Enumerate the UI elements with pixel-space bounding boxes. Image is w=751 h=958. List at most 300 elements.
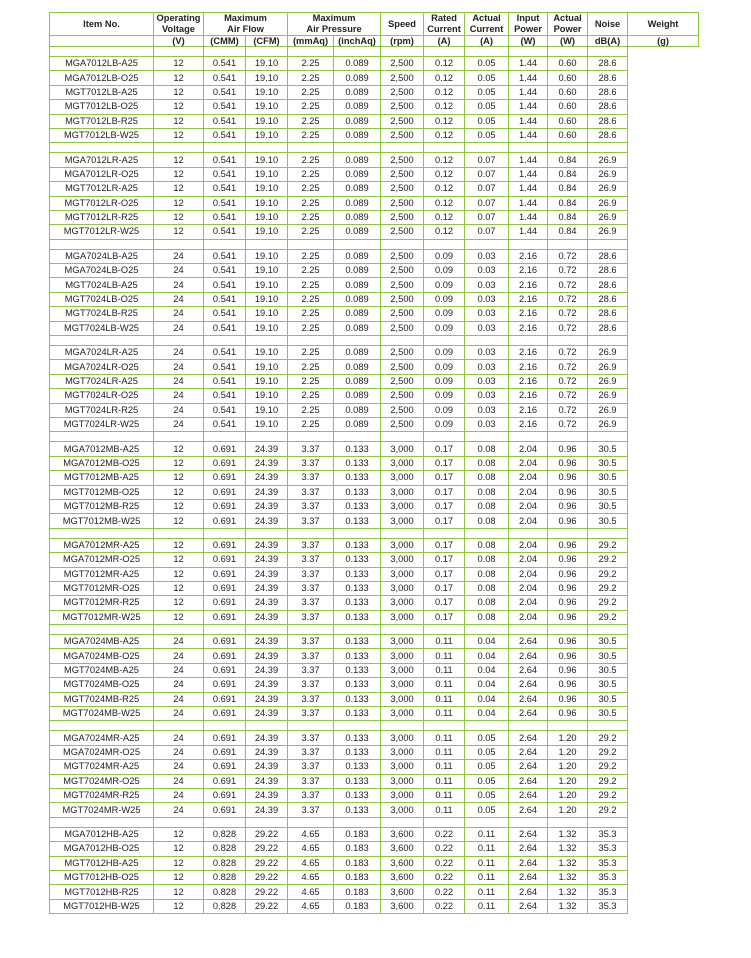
table-row bbox=[50, 196, 699, 210]
model-number-cell: MGT7024MB-A25 bbox=[50, 663, 154, 677]
spec-value-cell: 0.09 bbox=[424, 417, 465, 431]
model-number-cell: MGT7012LB-W25 bbox=[50, 128, 154, 142]
spec-value-cell: 3.37 bbox=[288, 707, 334, 721]
model-number-cell: MGT7012MB-O25 bbox=[50, 485, 154, 499]
spec-value-cell: 0.08 bbox=[465, 538, 509, 552]
spec-value-cell: 0.11 bbox=[424, 774, 465, 788]
spec-value-cell: 0.09 bbox=[424, 278, 465, 292]
spec-value-cell: 0.84 bbox=[548, 225, 588, 239]
spec-value-cell: 0.089 bbox=[334, 360, 381, 374]
spec-value-cell: 0.08 bbox=[465, 514, 509, 528]
header-max-air-flow: Maximum Air Flow bbox=[204, 13, 288, 36]
spec-value-cell: 2.64 bbox=[509, 856, 548, 870]
spec-value-cell: 0.691 bbox=[204, 499, 246, 513]
model-number-cell: MGT7024LR-R25 bbox=[50, 403, 154, 417]
header-rated-current: Rated Current bbox=[424, 13, 465, 36]
spec-value-cell: 28.6 bbox=[588, 278, 628, 292]
header-actual-power: Actual Power bbox=[548, 13, 588, 36]
spec-value-cell: 24 bbox=[154, 403, 204, 417]
spec-value-cell: 0.05 bbox=[465, 731, 509, 745]
spec-value-cell: 0.183 bbox=[334, 885, 381, 899]
unit-cell: (CFM) bbox=[246, 36, 288, 47]
spec-value-cell: 0.691 bbox=[204, 760, 246, 774]
spec-value-cell: 0.828 bbox=[204, 856, 246, 870]
model-number-cell: MGT7024LB-A25 bbox=[50, 278, 154, 292]
spec-value-cell: 19.10 bbox=[246, 57, 288, 71]
spec-value-cell: 24 bbox=[154, 292, 204, 306]
spec-value-cell: 0.96 bbox=[548, 499, 588, 513]
spec-value-cell: 0.09 bbox=[424, 403, 465, 417]
spec-value-cell: 0.541 bbox=[204, 249, 246, 263]
spec-value-cell: 1.20 bbox=[548, 788, 588, 802]
spec-value-cell: 24 bbox=[154, 788, 204, 802]
model-number-cell: MGA7024MB-O25 bbox=[50, 649, 154, 663]
spec-value-cell: 0.691 bbox=[204, 581, 246, 595]
spacer-cell bbox=[288, 817, 334, 827]
header-noise: Noise bbox=[588, 13, 628, 36]
spec-value-cell: 2.04 bbox=[509, 567, 548, 581]
spec-value-cell: 30.5 bbox=[588, 663, 628, 677]
spec-value-cell: 12 bbox=[154, 57, 204, 71]
spacer-cell bbox=[424, 625, 465, 635]
spec-value-cell: 0.541 bbox=[204, 321, 246, 335]
unit-cell: (A) bbox=[465, 36, 509, 47]
spec-value-cell: 19.10 bbox=[246, 292, 288, 306]
model-number-cell: MGT7012MB-W25 bbox=[50, 514, 154, 528]
spacer-cell bbox=[509, 336, 548, 346]
spec-value-cell: 0.11 bbox=[424, 731, 465, 745]
spec-value-cell: 2.16 bbox=[509, 321, 548, 335]
spec-value-cell: 2.25 bbox=[288, 360, 334, 374]
model-number-cell: MGT7012HB-W25 bbox=[50, 899, 154, 913]
spec-value-cell: 0.05 bbox=[465, 760, 509, 774]
spec-value-cell: 0.12 bbox=[424, 114, 465, 128]
spacer-cell bbox=[381, 817, 424, 827]
spec-value-cell: 24.39 bbox=[246, 456, 288, 470]
spec-value-cell: 2.25 bbox=[288, 417, 334, 431]
spec-value-cell: 0.22 bbox=[424, 885, 465, 899]
table-row bbox=[50, 442, 699, 456]
model-number-cell: MGT7012LR-W25 bbox=[50, 225, 154, 239]
spec-value-cell: 0.133 bbox=[334, 538, 381, 552]
spec-value-cell: 0.133 bbox=[334, 567, 381, 581]
spec-value-cell: 3.37 bbox=[288, 514, 334, 528]
spec-value-cell: 35.3 bbox=[588, 827, 628, 841]
spacer-cell bbox=[154, 143, 204, 153]
spec-value-cell: 28.6 bbox=[588, 100, 628, 114]
spec-value-cell: 0.133 bbox=[334, 596, 381, 610]
spec-value-cell: 2.04 bbox=[509, 499, 548, 513]
spec-value-cell: 2.25 bbox=[288, 114, 334, 128]
spec-value-cell: 0.03 bbox=[465, 321, 509, 335]
spec-value-cell: 2,500 bbox=[381, 374, 424, 388]
spec-value-cell: 2.64 bbox=[509, 760, 548, 774]
spec-value-cell: 0.691 bbox=[204, 692, 246, 706]
unit-cell: (V) bbox=[154, 36, 204, 47]
spacer-cell bbox=[465, 528, 509, 538]
model-number-cell: MGA7024LB-A25 bbox=[50, 249, 154, 263]
spacer-cell bbox=[154, 47, 204, 57]
spec-value-cell: 24.39 bbox=[246, 596, 288, 610]
spacer-cell bbox=[246, 625, 288, 635]
spec-value-cell: 0.133 bbox=[334, 485, 381, 499]
spec-value-cell: 0.60 bbox=[548, 57, 588, 71]
spacer-cell bbox=[246, 528, 288, 538]
model-number-cell: MGA7012LB-O25 bbox=[50, 71, 154, 85]
table-row bbox=[50, 499, 699, 513]
spec-value-cell: 0.96 bbox=[548, 553, 588, 567]
spec-value-cell: 4.65 bbox=[288, 870, 334, 884]
spec-value-cell: 0.96 bbox=[548, 596, 588, 610]
spacer-cell bbox=[204, 47, 246, 57]
spacer-cell bbox=[334, 47, 381, 57]
spec-value-cell: 0.183 bbox=[334, 827, 381, 841]
spec-value-cell: 0.08 bbox=[465, 553, 509, 567]
model-number-cell: MGT7012LR-A25 bbox=[50, 182, 154, 196]
spacer-cell bbox=[154, 239, 204, 249]
spec-value-cell: 2.16 bbox=[509, 264, 548, 278]
spec-value-cell: 0.089 bbox=[334, 249, 381, 263]
spacer-cell bbox=[288, 239, 334, 249]
spacer-cell bbox=[465, 432, 509, 442]
spec-value-cell: 0.05 bbox=[465, 774, 509, 788]
spec-value-cell: 30.5 bbox=[588, 649, 628, 663]
spec-value-cell: 24 bbox=[154, 321, 204, 335]
spec-value-cell: 28.6 bbox=[588, 71, 628, 85]
spec-value-cell: 1.20 bbox=[548, 803, 588, 817]
spec-value-cell: 29.2 bbox=[588, 760, 628, 774]
spec-value-cell: 0.541 bbox=[204, 57, 246, 71]
spec-value-cell: 2.64 bbox=[509, 649, 548, 663]
model-number-cell: MGT7012MR-W25 bbox=[50, 610, 154, 624]
spec-value-cell: 0.08 bbox=[465, 499, 509, 513]
spec-value-cell: 26.9 bbox=[588, 225, 628, 239]
spec-value-cell: 0.133 bbox=[334, 788, 381, 802]
spec-value-cell: 24.39 bbox=[246, 567, 288, 581]
spec-value-cell: 19.10 bbox=[246, 389, 288, 403]
spec-value-cell: 0.84 bbox=[548, 182, 588, 196]
spec-value-cell: 3,000 bbox=[381, 456, 424, 470]
spec-value-cell: 2.16 bbox=[509, 292, 548, 306]
spacer-cell bbox=[548, 143, 588, 153]
spacer-cell bbox=[381, 625, 424, 635]
spec-value-cell: 28.6 bbox=[588, 114, 628, 128]
spec-value-cell: 1.44 bbox=[509, 57, 548, 71]
spec-value-cell: 24.39 bbox=[246, 499, 288, 513]
spec-value-cell: 0.17 bbox=[424, 485, 465, 499]
spec-value-cell: 0.07 bbox=[465, 167, 509, 181]
spec-value-cell: 0.12 bbox=[424, 167, 465, 181]
spec-value-cell: 0.96 bbox=[548, 581, 588, 595]
spec-value-cell: 0.691 bbox=[204, 596, 246, 610]
spec-value-cell: 0.11 bbox=[465, 885, 509, 899]
spec-value-cell: 0.60 bbox=[548, 128, 588, 142]
spec-value-cell: 0.96 bbox=[548, 663, 588, 677]
spec-value-cell: 12 bbox=[154, 153, 204, 167]
unit-cell: (mmAq) bbox=[288, 36, 334, 47]
spec-value-cell: 24 bbox=[154, 307, 204, 321]
table-row bbox=[50, 153, 699, 167]
spec-value-cell: 24.39 bbox=[246, 471, 288, 485]
spec-value-cell: 0.133 bbox=[334, 553, 381, 567]
spec-value-cell: 12 bbox=[154, 210, 204, 224]
model-number-cell: MGT7012MB-R25 bbox=[50, 499, 154, 513]
units-row bbox=[50, 36, 699, 47]
spacer-cell bbox=[50, 528, 154, 538]
spec-value-cell: 0.03 bbox=[465, 403, 509, 417]
header-item-no: Item No. bbox=[50, 13, 154, 36]
spec-value-cell: 0.72 bbox=[548, 292, 588, 306]
spec-value-cell: 0.828 bbox=[204, 870, 246, 884]
spec-value-cell: 2.04 bbox=[509, 456, 548, 470]
spec-value-cell: 19.10 bbox=[246, 374, 288, 388]
spacer-cell bbox=[334, 721, 381, 731]
spec-value-cell: 0.07 bbox=[465, 153, 509, 167]
spec-value-cell: 12 bbox=[154, 471, 204, 485]
spec-value-cell: 26.9 bbox=[588, 182, 628, 196]
spacer-cell bbox=[288, 625, 334, 635]
spec-value-cell: 1.44 bbox=[509, 71, 548, 85]
spec-value-cell: 0.72 bbox=[548, 249, 588, 263]
table-row bbox=[50, 71, 699, 85]
spec-value-cell: 19.10 bbox=[246, 210, 288, 224]
spec-value-cell: 2,500 bbox=[381, 225, 424, 239]
spec-value-cell: 0.691 bbox=[204, 567, 246, 581]
model-number-cell: MGT7012MB-A25 bbox=[50, 471, 154, 485]
spec-value-cell: 24.39 bbox=[246, 707, 288, 721]
group-spacer-row bbox=[50, 721, 699, 731]
header-actual-current: Actual Current bbox=[465, 13, 509, 36]
spec-value-cell: 28.6 bbox=[588, 264, 628, 278]
table-row bbox=[50, 635, 699, 649]
spec-value-cell: 29.2 bbox=[588, 538, 628, 552]
model-number-cell: MGT7012LR-O25 bbox=[50, 196, 154, 210]
spec-value-cell: 12 bbox=[154, 899, 204, 913]
spec-value-cell: 1.44 bbox=[509, 100, 548, 114]
spec-value-cell: 0.03 bbox=[465, 360, 509, 374]
spec-value-cell: 26.9 bbox=[588, 346, 628, 360]
spec-value-cell: 2.25 bbox=[288, 307, 334, 321]
spec-value-cell: 0.691 bbox=[204, 663, 246, 677]
fan-spec-table bbox=[49, 12, 699, 914]
spacer-cell bbox=[548, 336, 588, 346]
spec-value-cell: 12 bbox=[154, 870, 204, 884]
model-number-cell: MGT7012MR-O25 bbox=[50, 581, 154, 595]
spacer-cell bbox=[424, 47, 465, 57]
spec-value-cell: 24 bbox=[154, 649, 204, 663]
spec-value-cell: 1.20 bbox=[548, 774, 588, 788]
table-row bbox=[50, 899, 699, 913]
spacer-cell bbox=[50, 47, 154, 57]
spec-value-cell: 29.22 bbox=[246, 842, 288, 856]
spec-value-cell: 0.96 bbox=[548, 692, 588, 706]
model-number-cell: MGT7012LB-A25 bbox=[50, 85, 154, 99]
spec-value-cell: 3.37 bbox=[288, 596, 334, 610]
table-row bbox=[50, 374, 699, 388]
spec-value-cell: 0.12 bbox=[424, 153, 465, 167]
model-number-cell: MGT7024LR-A25 bbox=[50, 374, 154, 388]
spec-value-cell: 3,600 bbox=[381, 899, 424, 913]
spec-value-cell: 3,000 bbox=[381, 610, 424, 624]
spacer-cell bbox=[465, 817, 509, 827]
spec-value-cell: 0.133 bbox=[334, 760, 381, 774]
spec-value-cell: 0.133 bbox=[334, 692, 381, 706]
spec-value-cell: 0.07 bbox=[465, 196, 509, 210]
spec-value-cell: 0.17 bbox=[424, 456, 465, 470]
spacer-cell bbox=[334, 143, 381, 153]
spec-value-cell: 12 bbox=[154, 442, 204, 456]
spec-value-cell: 3.37 bbox=[288, 649, 334, 663]
table-row bbox=[50, 856, 699, 870]
spec-value-cell: 0.07 bbox=[465, 182, 509, 196]
spec-value-cell: 0.09 bbox=[424, 374, 465, 388]
spacer-cell bbox=[509, 47, 548, 57]
spec-value-cell: 3,600 bbox=[381, 885, 424, 899]
spec-value-cell: 19.10 bbox=[246, 114, 288, 128]
spacer-cell bbox=[548, 239, 588, 249]
spec-value-cell: 2.04 bbox=[509, 553, 548, 567]
spec-value-cell: 24 bbox=[154, 278, 204, 292]
spec-value-cell: 0.03 bbox=[465, 249, 509, 263]
spec-value-cell: 19.10 bbox=[246, 278, 288, 292]
spec-value-cell: 28.6 bbox=[588, 249, 628, 263]
spec-value-cell: 29.2 bbox=[588, 567, 628, 581]
spec-value-cell: 0.84 bbox=[548, 153, 588, 167]
spec-value-cell: 2.64 bbox=[509, 678, 548, 692]
spacer-cell bbox=[465, 143, 509, 153]
model-number-cell: MGT7024MR-A25 bbox=[50, 760, 154, 774]
header-max-air-pressure: Maximum Air Pressure bbox=[288, 13, 381, 36]
model-number-cell: MGA7012LB-A25 bbox=[50, 57, 154, 71]
spacer-cell bbox=[204, 625, 246, 635]
spacer-cell bbox=[381, 239, 424, 249]
spec-value-cell: 3,000 bbox=[381, 663, 424, 677]
spec-value-cell: 29.2 bbox=[588, 610, 628, 624]
model-number-cell: MGA7012MB-O25 bbox=[50, 456, 154, 470]
spec-value-cell: 1.32 bbox=[548, 827, 588, 841]
model-number-cell: MGA7024LB-O25 bbox=[50, 264, 154, 278]
spec-value-cell: 0.72 bbox=[548, 389, 588, 403]
model-number-cell: MGT7012LB-R25 bbox=[50, 114, 154, 128]
table-row bbox=[50, 249, 699, 263]
spec-value-cell: 24 bbox=[154, 249, 204, 263]
spec-value-cell: 35.3 bbox=[588, 899, 628, 913]
model-number-cell: MGT7012LB-O25 bbox=[50, 100, 154, 114]
spec-value-cell: 0.05 bbox=[465, 71, 509, 85]
spec-value-cell: 12 bbox=[154, 485, 204, 499]
spec-value-cell: 0.05 bbox=[465, 788, 509, 802]
spec-value-cell: 0.541 bbox=[204, 360, 246, 374]
spec-value-cell: 2,500 bbox=[381, 321, 424, 335]
spec-value-cell: 2,500 bbox=[381, 114, 424, 128]
spec-value-cell: 3,600 bbox=[381, 827, 424, 841]
spec-value-cell: 4.65 bbox=[288, 856, 334, 870]
spec-value-cell: 3,600 bbox=[381, 856, 424, 870]
spec-value-cell: 0.691 bbox=[204, 803, 246, 817]
spec-value-cell: 0.11 bbox=[465, 856, 509, 870]
spacer-cell bbox=[509, 239, 548, 249]
spec-value-cell: 0.22 bbox=[424, 856, 465, 870]
spec-value-cell: 24 bbox=[154, 707, 204, 721]
spec-value-cell: 3,000 bbox=[381, 803, 424, 817]
spec-value-cell: 0.691 bbox=[204, 731, 246, 745]
model-number-cell: MGT7024MB-O25 bbox=[50, 678, 154, 692]
spec-value-cell: 0.691 bbox=[204, 788, 246, 802]
spec-value-cell: 3,000 bbox=[381, 538, 424, 552]
table-row bbox=[50, 788, 699, 802]
spec-value-cell: 2.25 bbox=[288, 210, 334, 224]
spec-value-cell: 0.12 bbox=[424, 182, 465, 196]
spec-value-cell: 0.84 bbox=[548, 210, 588, 224]
table-row bbox=[50, 827, 699, 841]
spec-value-cell: 24 bbox=[154, 745, 204, 759]
spec-value-cell: 12 bbox=[154, 182, 204, 196]
spec-value-cell: 0.09 bbox=[424, 346, 465, 360]
table-row bbox=[50, 553, 699, 567]
spec-value-cell: 0.72 bbox=[548, 403, 588, 417]
spacer-cell bbox=[548, 528, 588, 538]
spec-value-cell: 0.96 bbox=[548, 456, 588, 470]
spec-value-cell: 24.39 bbox=[246, 610, 288, 624]
spec-value-cell: 24 bbox=[154, 663, 204, 677]
spec-value-cell: 0.089 bbox=[334, 128, 381, 142]
spec-value-cell: 2.64 bbox=[509, 774, 548, 788]
spec-value-cell: 0.11 bbox=[424, 663, 465, 677]
spec-value-cell: 2.04 bbox=[509, 514, 548, 528]
spec-value-cell: 0.828 bbox=[204, 827, 246, 841]
spec-value-cell: 30.5 bbox=[588, 707, 628, 721]
spec-value-cell: 12 bbox=[154, 71, 204, 85]
spec-value-cell: 4.65 bbox=[288, 827, 334, 841]
header-row-1 bbox=[50, 13, 699, 36]
spec-value-cell: 1.20 bbox=[548, 731, 588, 745]
spec-value-cell: 26.9 bbox=[588, 389, 628, 403]
model-number-cell: MGT7024MB-W25 bbox=[50, 707, 154, 721]
spec-value-cell: 0.089 bbox=[334, 153, 381, 167]
spec-value-cell: 3,000 bbox=[381, 678, 424, 692]
spec-value-cell: 0.03 bbox=[465, 389, 509, 403]
spec-value-cell: 0.04 bbox=[465, 649, 509, 663]
spec-value-cell: 2.16 bbox=[509, 389, 548, 403]
spec-value-cell: 2.25 bbox=[288, 292, 334, 306]
spec-value-cell: 0.72 bbox=[548, 360, 588, 374]
spec-value-cell: 19.10 bbox=[246, 249, 288, 263]
spacer-cell bbox=[424, 336, 465, 346]
spec-value-cell: 2.25 bbox=[288, 264, 334, 278]
table-row bbox=[50, 456, 699, 470]
group-spacer-row bbox=[50, 528, 699, 538]
spec-value-cell: 2.25 bbox=[288, 321, 334, 335]
spec-value-cell: 0.089 bbox=[334, 167, 381, 181]
spec-value-cell: 24 bbox=[154, 346, 204, 360]
spec-value-cell: 2.64 bbox=[509, 842, 548, 856]
spacer-cell bbox=[204, 817, 246, 827]
spec-value-cell: 0.541 bbox=[204, 100, 246, 114]
unit-item bbox=[50, 36, 154, 47]
spacer-cell bbox=[465, 47, 509, 57]
spec-value-cell: 29.2 bbox=[588, 745, 628, 759]
spacer-cell bbox=[381, 47, 424, 57]
spec-value-cell: 0.691 bbox=[204, 610, 246, 624]
table-row bbox=[50, 128, 699, 142]
spec-value-cell: 0.12 bbox=[424, 128, 465, 142]
spec-value-cell: 26.9 bbox=[588, 374, 628, 388]
spec-value-cell: 24.39 bbox=[246, 538, 288, 552]
spec-value-cell: 19.10 bbox=[246, 100, 288, 114]
spec-value-cell: 0.09 bbox=[424, 389, 465, 403]
model-number-cell: MGT7012HB-R25 bbox=[50, 885, 154, 899]
spec-value-cell: 2,500 bbox=[381, 403, 424, 417]
